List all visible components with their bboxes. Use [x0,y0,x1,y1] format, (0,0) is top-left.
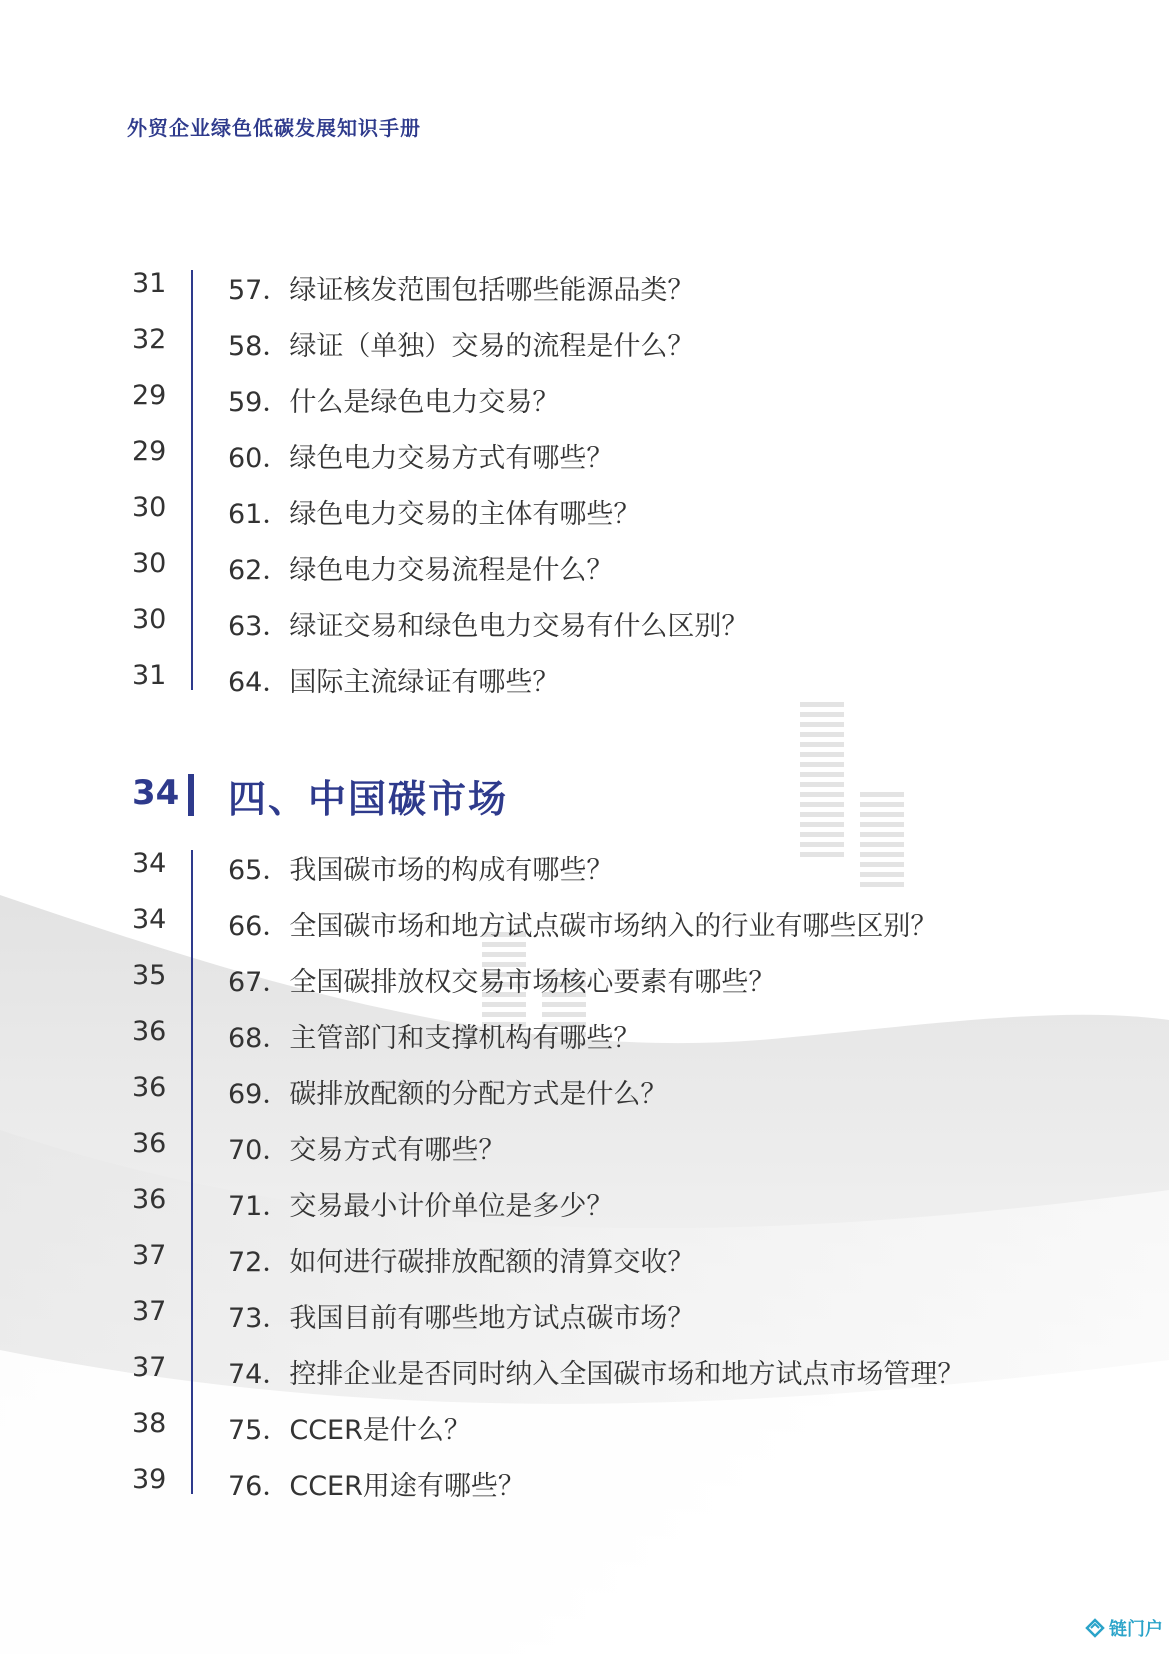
toc-row[interactable] [0,424,1100,480]
toc-row[interactable] [0,648,1100,704]
section-heading[interactable] [0,768,1169,824]
toc-row[interactable] [0,1004,1100,1060]
toc-row[interactable] [0,1284,1100,1340]
toc-page-number: 37 [132,1240,167,1271]
toc-entry: 63．绿证交易和绿色电力交易有什么区别？ [228,611,749,642]
toc-entry: 74．控排企业是否同时纳入全国碳市场和地方试点市场管理？ [228,1359,965,1390]
toc-page-number: 37 [132,1296,167,1327]
toc-row[interactable] [0,1116,1100,1172]
toc-page-number: 34 [132,904,167,935]
toc-entry: 71．交易最小计价单位是多少？ [228,1191,614,1222]
brand-logo [1085,1615,1163,1641]
toc-page-number: 30 [132,492,167,523]
toc-entry: 57．绿证核发范围包括哪些能源品类？ [228,275,695,306]
toc-row[interactable] [0,1452,1100,1508]
toc-page-number: 39 [132,1464,167,1495]
toc-entry: 69．碳排放配额的分配方式是什么？ [228,1079,668,1110]
toc-entry: 72．如何进行碳排放配额的清算交收？ [228,1247,695,1278]
toc-row[interactable] [0,1172,1100,1228]
toc-page-number: 37 [132,1352,167,1383]
section-title: 四、中国碳市场 [228,777,509,821]
toc-row[interactable] [0,1060,1100,1116]
toc-entry: 66．全国碳市场和地方试点碳市场纳入的行业有哪些区别？ [228,911,938,942]
toc-entry: 61．绿色电力交易的主体有哪些？ [228,499,641,530]
toc-row[interactable] [0,1340,1100,1396]
section-page-number: 34 [132,773,180,813]
toc-row[interactable] [0,368,1100,424]
toc-page-number: 36 [132,1016,167,1047]
toc-row[interactable] [0,480,1100,536]
toc-row[interactable] [0,592,1100,648]
toc-entry: 58．绿证（单独）交易的流程是什么？ [228,331,695,362]
brand-logo-text: 链门户 [1109,1619,1163,1640]
link-logo-icon [1085,1618,1105,1638]
toc-row[interactable] [0,312,1100,368]
toc-row[interactable] [0,948,1100,1004]
toc-entry: 59．什么是绿色电力交易？ [228,387,560,418]
section-accent-bar [188,774,194,816]
toc-row[interactable] [0,1396,1100,1452]
toc-row[interactable] [0,1228,1100,1284]
toc-row[interactable] [0,536,1100,592]
toc-list-top [0,256,1169,704]
toc-row[interactable] [0,892,1100,948]
toc-page-number: 36 [132,1072,167,1103]
toc-entry: 76．CCER用途有哪些？ [228,1471,525,1502]
toc-page-number: 38 [132,1408,167,1439]
toc-row[interactable] [0,256,1100,312]
toc-entry: 64．国际主流绿证有哪些？ [228,667,560,698]
toc-entry: 67．全国碳排放权交易市场核心要素有哪些？ [228,967,776,998]
toc-entry: 73．我国目前有哪些地方试点碳市场？ [228,1303,695,1334]
toc-page-number: 30 [132,548,167,579]
toc-page-number: 36 [132,1184,167,1215]
toc-entry: 70．交易方式有哪些？ [228,1135,506,1166]
toc-row[interactable] [0,836,1100,892]
toc-page-number: 34 [132,848,167,879]
toc-page-number: 36 [132,1128,167,1159]
toc-entry: 60．绿色电力交易方式有哪些？ [228,443,614,474]
toc-page-number: 29 [132,436,167,467]
toc-list-bottom [0,836,1169,1508]
toc-page-number: 31 [132,268,167,299]
toc-entry: 65．我国碳市场的构成有哪些？ [228,855,614,886]
toc-entry: 68．主管部门和支撑机构有哪些？ [228,1023,641,1054]
toc-page-number: 31 [132,660,167,691]
toc-page-number: 35 [132,960,167,991]
toc-page-number: 32 [132,324,167,355]
toc-page-number: 29 [132,380,167,411]
toc-entry: 62．绿色电力交易流程是什么？ [228,555,614,586]
toc-entry: 75．CCER是什么？ [228,1415,471,1446]
document-header-title: 外贸企业绿色低碳发展知识手册 [127,116,421,140]
toc-page-number: 30 [132,604,167,635]
